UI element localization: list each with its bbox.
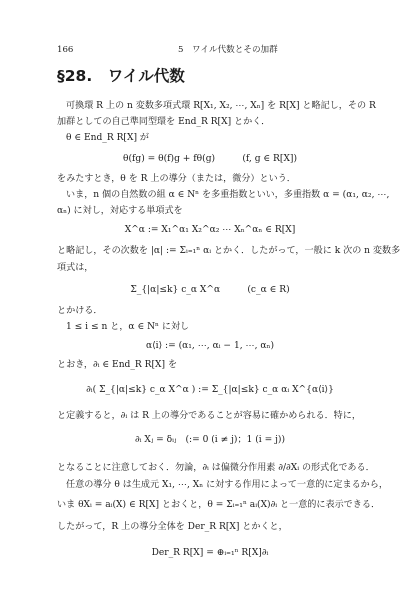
display-equation: ∂ᵢ( Σ_{|α|≤k} c_α X^α ) := Σ_{|α|≤k} c_α αᵢ X^{α⟨i⟩} — [86, 385, 334, 395]
text-line: 可換環 R 上の n 変数多項式環 R[X₁, X₂, ⋯, Xₙ] を R[X] と略記し，その R — [66, 101, 376, 111]
text-line: と略記し，その次数を |α| := Σᵢ₌₁ⁿ αᵢ とかく．したがって，一般に k 次の n 変数多 — [57, 246, 401, 256]
display-equation: X^α := X₁^α₁ X₂^α₂ ⋯ Xₙ^αₙ ∈ R[X] — [124, 225, 296, 235]
page-number: 166 — [57, 45, 74, 55]
display-equation: θ(fg) = θ(f)g + fθ(g) (f, g ∈ R[X]) — [122, 154, 298, 164]
text-line: したがって，R 上の導分全体を Der_R R[X] とかくと， — [57, 522, 288, 532]
text-line: とかける． — [57, 306, 103, 316]
display-equation: α⟨i⟩ := (α₁, ⋯, αᵢ − 1, ⋯, αₙ) — [145, 341, 275, 351]
text-line: と定義すると，∂ᵢ は R 上の導分であることが容易に確かめられる．特に， — [57, 411, 361, 421]
text-line: 1 ≤ i ≤ n と，α ∈ Nⁿ に対し — [66, 322, 190, 332]
display-equation: Der_R R[X] = ⊕ᵢ₌₁ⁿ R[X]∂ᵢ — [151, 548, 269, 558]
text-line: 項式は， — [57, 263, 94, 273]
display-equation: Σ_{|α|≤k} c_α X^α (c_α ∈ R) — [130, 285, 290, 295]
text-line: をみたすとき，θ を R 上の導分（または，微分）という． — [57, 174, 296, 184]
text-line: θ ∈ End_R R[X] が — [66, 133, 149, 143]
text-line: 加群としての自己準同型環を End_R R[X] とかく． — [57, 117, 271, 127]
text-line: 任意の導分 θ は生成元 X₁, ⋯, Xₙ に対する作用によって一意的に定まるから， — [66, 480, 388, 490]
text-line: αₙ) に対し，対応する単項式を — [57, 206, 183, 216]
text-line: とおき，∂ᵢ ∈ End_R R[X] を — [57, 360, 178, 370]
text-line: いま，n 個の自然数の組 α ∈ Nⁿ を多重指数といい，多重指数 α = (α₁, α₂, ⋯, — [66, 190, 390, 200]
running-header-chapter: 5 ワイル代数とその加群 — [178, 45, 278, 55]
text-line: となることに注意しておく．勿論，∂ᵢ は偏微分作用素 ∂/∂Xᵢ の形式化である． — [57, 463, 375, 473]
section-title: §28. ワイル代数 — [57, 67, 185, 85]
display-equation: ∂ᵢ Xⱼ = δᵢⱼ (:= 0 (i ≠ j)；1 (i = j)) — [134, 435, 286, 445]
text-line: いま θXᵢ = aᵢ(X) ∈ R[X] とおくと，θ = Σᵢ₌₁ⁿ aᵢ(X)∂ᵢ と一意的に表示できる． — [57, 500, 381, 510]
